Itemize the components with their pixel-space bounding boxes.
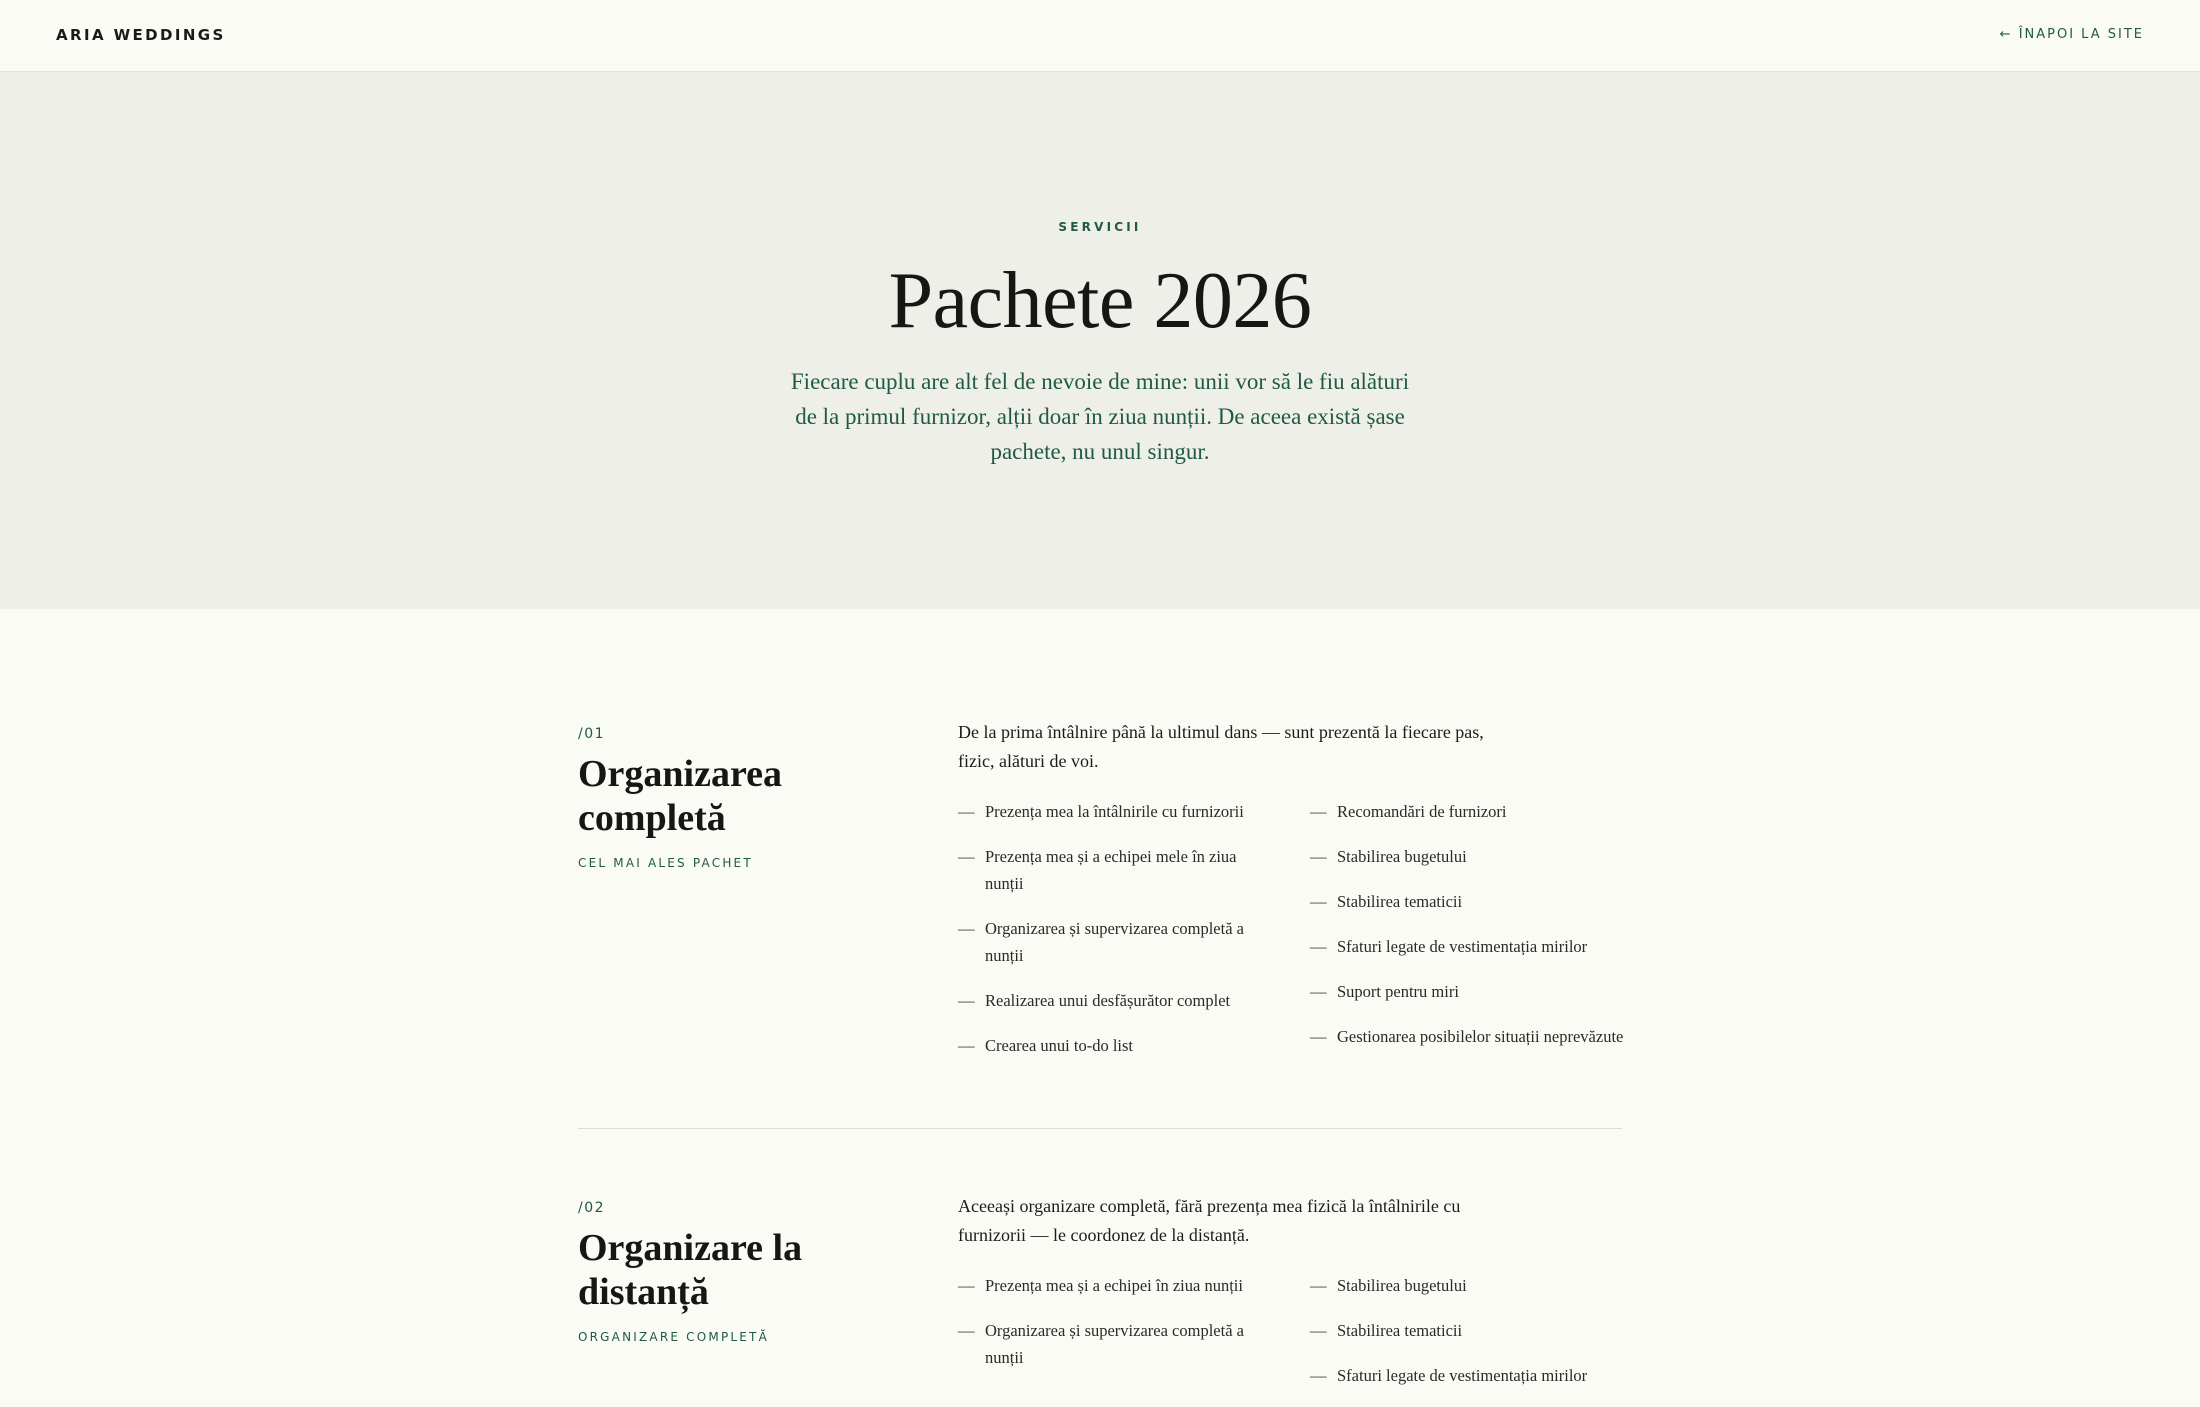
feature-item (1310, 1023, 1630, 1050)
dash-icon: — (1310, 802, 1327, 821)
dash-icon: — (958, 847, 975, 866)
dash-icon: — (958, 1036, 975, 1055)
feature-label: Suport pentru miri (1337, 982, 1459, 1001)
feature-item (958, 1317, 1278, 1371)
feature-label: Realizarea unui desfășurător complet (985, 991, 1231, 1010)
feature-label: Gestionarea posibilelor situații neprevăzute (1337, 1027, 1624, 1046)
package-description: Aceeași organizare completă, fără prezența mea fizică la întâlnirile cu furnizorii — le coordonez de la distanță. (958, 1196, 1461, 1245)
dash-icon: — (958, 1321, 975, 1340)
feature-item (958, 843, 1278, 897)
package-features-right (1310, 1272, 1630, 1407)
feature-item (1310, 1272, 1630, 1299)
feature-item (1310, 1362, 1630, 1389)
feature-item (1310, 798, 1630, 825)
feature-label: Stabilirea bugetului (1337, 1276, 1467, 1295)
page-title: Pachete 2026 (888, 257, 1312, 345)
dash-icon: — (1310, 892, 1327, 911)
dash-icon: — (1310, 1366, 1327, 1385)
dash-icon: — (1310, 937, 1327, 956)
feature-item (1310, 1317, 1630, 1344)
feature-label: Stabilirea bugetului (1337, 847, 1467, 866)
package-features-left (958, 1272, 1278, 1389)
package-description: De la prima întâlnire până la ultimul dans — sunt prezentă la fiecare pas, fizic, alături de voi. (958, 722, 1484, 771)
feature-label: Sfaturi legate de vestimentația mirilor (1337, 937, 1588, 956)
dash-icon: — (958, 991, 975, 1010)
package-number: /02 (578, 1200, 606, 1216)
feature-item (1310, 933, 1630, 960)
brand-logo[interactable]: ARIA WEDDINGS (56, 26, 226, 44)
feature-label: Stabilirea tematicii (1337, 1321, 1463, 1340)
dash-icon: — (1310, 847, 1327, 866)
feature-label: Stabilirea tematicii (1337, 892, 1463, 911)
package-features-left (958, 798, 1278, 1077)
feature-item (958, 1272, 1278, 1299)
feature-label: Prezența mea la întâlnirile cu furnizorii (985, 802, 1244, 821)
feature-item (958, 915, 1278, 969)
section-eyebrow: SERVICII (1058, 220, 1142, 234)
dash-icon: — (958, 802, 975, 821)
feature-item (958, 798, 1278, 825)
feature-label: Crearea unui to-do list (985, 1036, 1134, 1055)
top-bar (0, 0, 2200, 72)
dash-icon: — (1310, 1276, 1327, 1295)
page-subtitle: Fiecare cuplu are alt fel de nevoie de mine: unii vor să le fiu alături de la primul furnizor, alții doar în ziua nunții. De aceea există șase pachete, nu unul singur. (790, 369, 1410, 464)
dash-icon: — (958, 919, 975, 938)
feature-item (958, 1032, 1278, 1059)
package-tag: ORGANIZARE COMPLETĂ (578, 1330, 769, 1344)
package-features-right (1310, 798, 1630, 1068)
feature-label: Organizarea și supervizarea completă a nunții (985, 919, 1244, 965)
feature-label: Prezența mea și a echipei mele în ziua nunții (985, 847, 1237, 893)
feature-label: Prezența mea și a echipei în ziua nunții (985, 1276, 1243, 1295)
feature-item (1310, 888, 1630, 915)
feature-label: Organizarea și supervizarea completă a nunții (985, 1321, 1244, 1367)
package-tag: CEL MAI ALES PACHET (578, 856, 753, 870)
package-title: Organizarea completă (578, 753, 783, 839)
feature-item (1310, 843, 1630, 870)
back-to-site-link[interactable]: ← ÎNAPOI LA SITE (1999, 27, 2144, 42)
package-title: Organizare la distanță (578, 1227, 803, 1313)
feature-item (1310, 978, 1630, 1005)
dash-icon: — (958, 1276, 975, 1295)
dash-icon: — (1310, 982, 1327, 1001)
section-divider (578, 1128, 1622, 1129)
package-number: /01 (578, 726, 606, 742)
feature-label: Sfaturi legate de vestimentația mirilor (1337, 1366, 1588, 1385)
hero-section (0, 72, 2200, 609)
dash-icon: — (1310, 1027, 1327, 1046)
feature-item (958, 987, 1278, 1014)
dash-icon: — (1310, 1321, 1327, 1340)
feature-label: Recomandări de furnizori (1337, 802, 1507, 821)
